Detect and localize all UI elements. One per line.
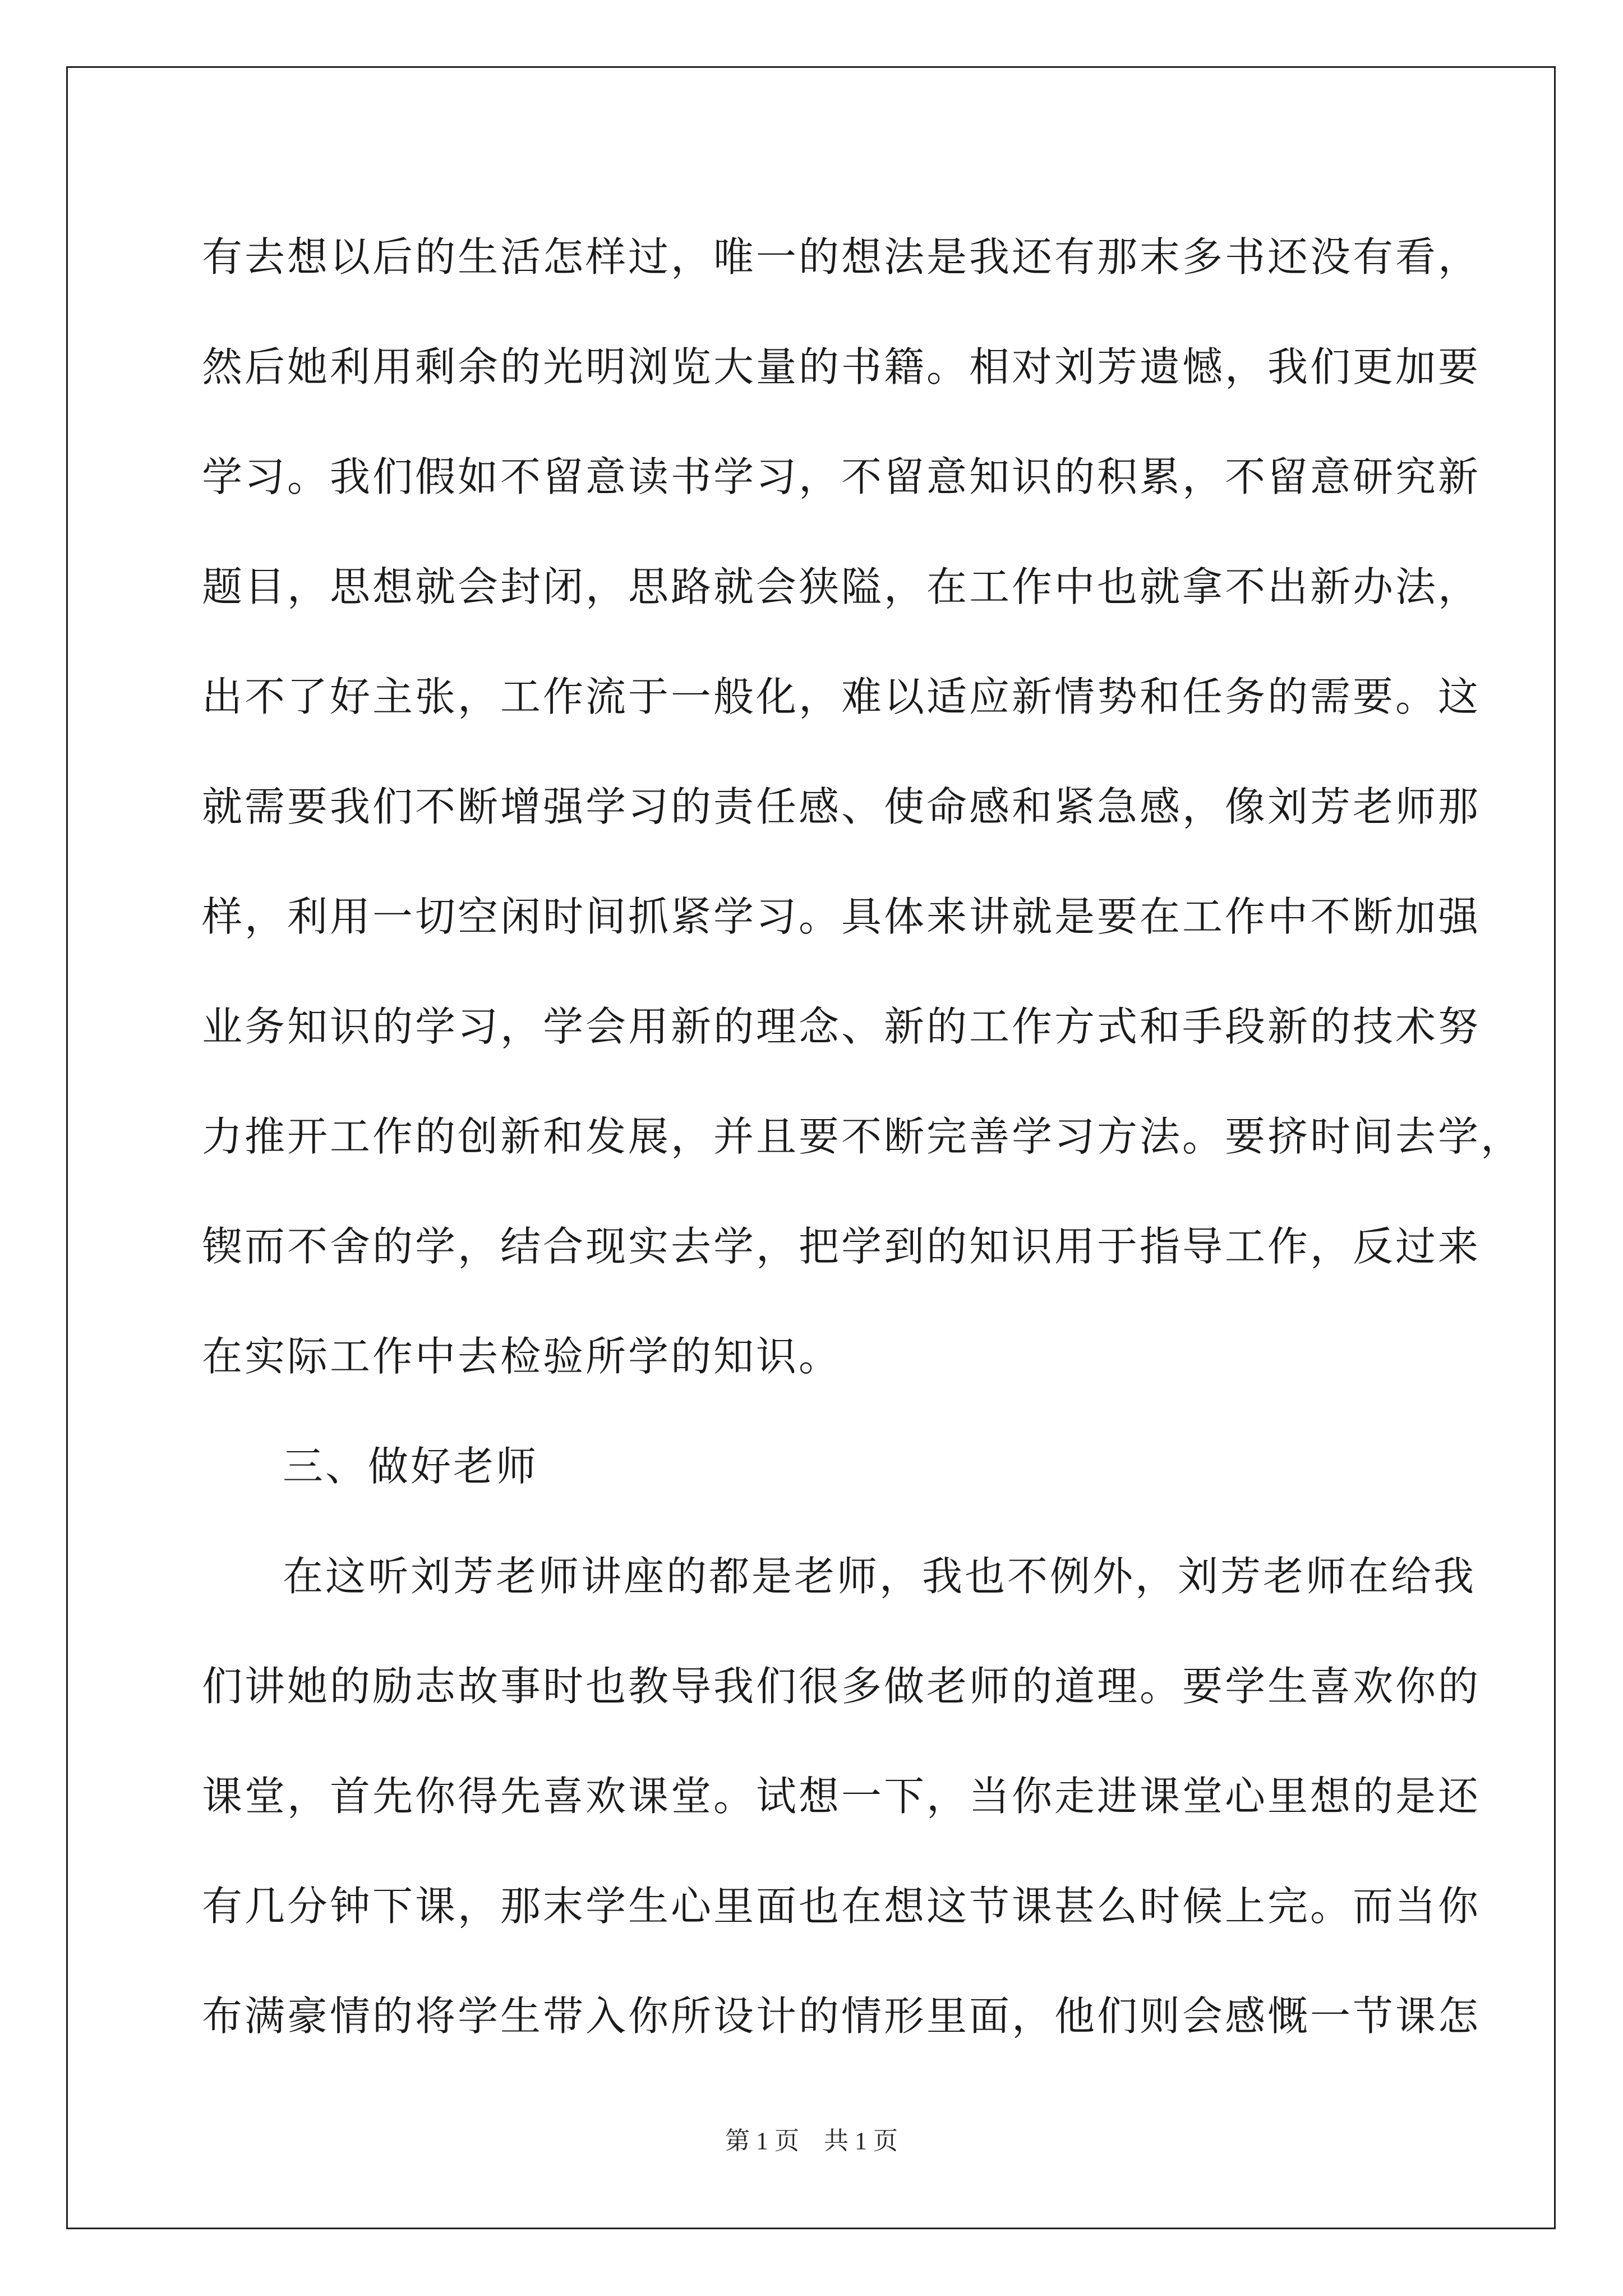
- text-line: 力推开工作的创新和发展，并且要不断完善学习方法。要挤时间去学，: [202, 1113, 1524, 1160]
- text-line: 题目，思想就会封闭，思路就会狭隘，在工作中也就拿不出新办法，: [202, 563, 1481, 610]
- text-line: 在实际工作中去检验所学的知识。: [202, 1333, 842, 1380]
- text-line: 在这听刘芳老师讲座的都是老师，我也不例外，刘芳老师在给我: [283, 1553, 1477, 1600]
- text-line: 有去想以后的生活怎样过，唯一的想法是我还有那末多书还没有看，: [202, 233, 1481, 280]
- section-heading: 三、做好老师: [283, 1443, 539, 1490]
- text-line: 课堂，首先你得先喜欢课堂。试想一下，当你走进课堂心里想的是还: [202, 1773, 1481, 1820]
- text-line: 出不了好主张，工作流于一般化，难以适应新情势和任务的需要。这: [202, 673, 1481, 720]
- page-number-footer: 第 1 页 共 1 页: [725, 2127, 898, 2155]
- text-line: 布满豪情的将学生带入你所设计的情形里面，他们则会感慨一节课怎: [202, 1993, 1481, 2040]
- text-line: 学习。我们假如不留意读书学习，不留意知识的积累，不留意研究新: [202, 453, 1481, 500]
- text-line: 们讲她的励志故事时也教导我们很多做老师的道理。要学生喜欢你的: [202, 1663, 1481, 1710]
- body-text: [202, 202, 1524, 2071]
- text-line: 锲而不舍的学，结合现实去学，把学到的知识用于指导工作，反过来: [202, 1223, 1481, 1270]
- text-line: 业务知识的学习，学会用新的理念、新的工作方式和手段新的技术努: [202, 1003, 1481, 1050]
- text-line: 有几分钟下课，那末学生心里面也在想这节课甚么时候上完。而当你: [202, 1883, 1481, 1930]
- text-line: 然后她利用剩余的光明浏览大量的书籍。相对刘芳遗憾，我们更加要: [202, 343, 1481, 390]
- text-line: 就需要我们不断增强学习的责任感、使命感和紧急感，像刘芳老师那: [202, 783, 1481, 830]
- text-line: 样，利用一切空闲时间抓紧学习。具体来讲就是要在工作中不断加强: [202, 893, 1481, 940]
